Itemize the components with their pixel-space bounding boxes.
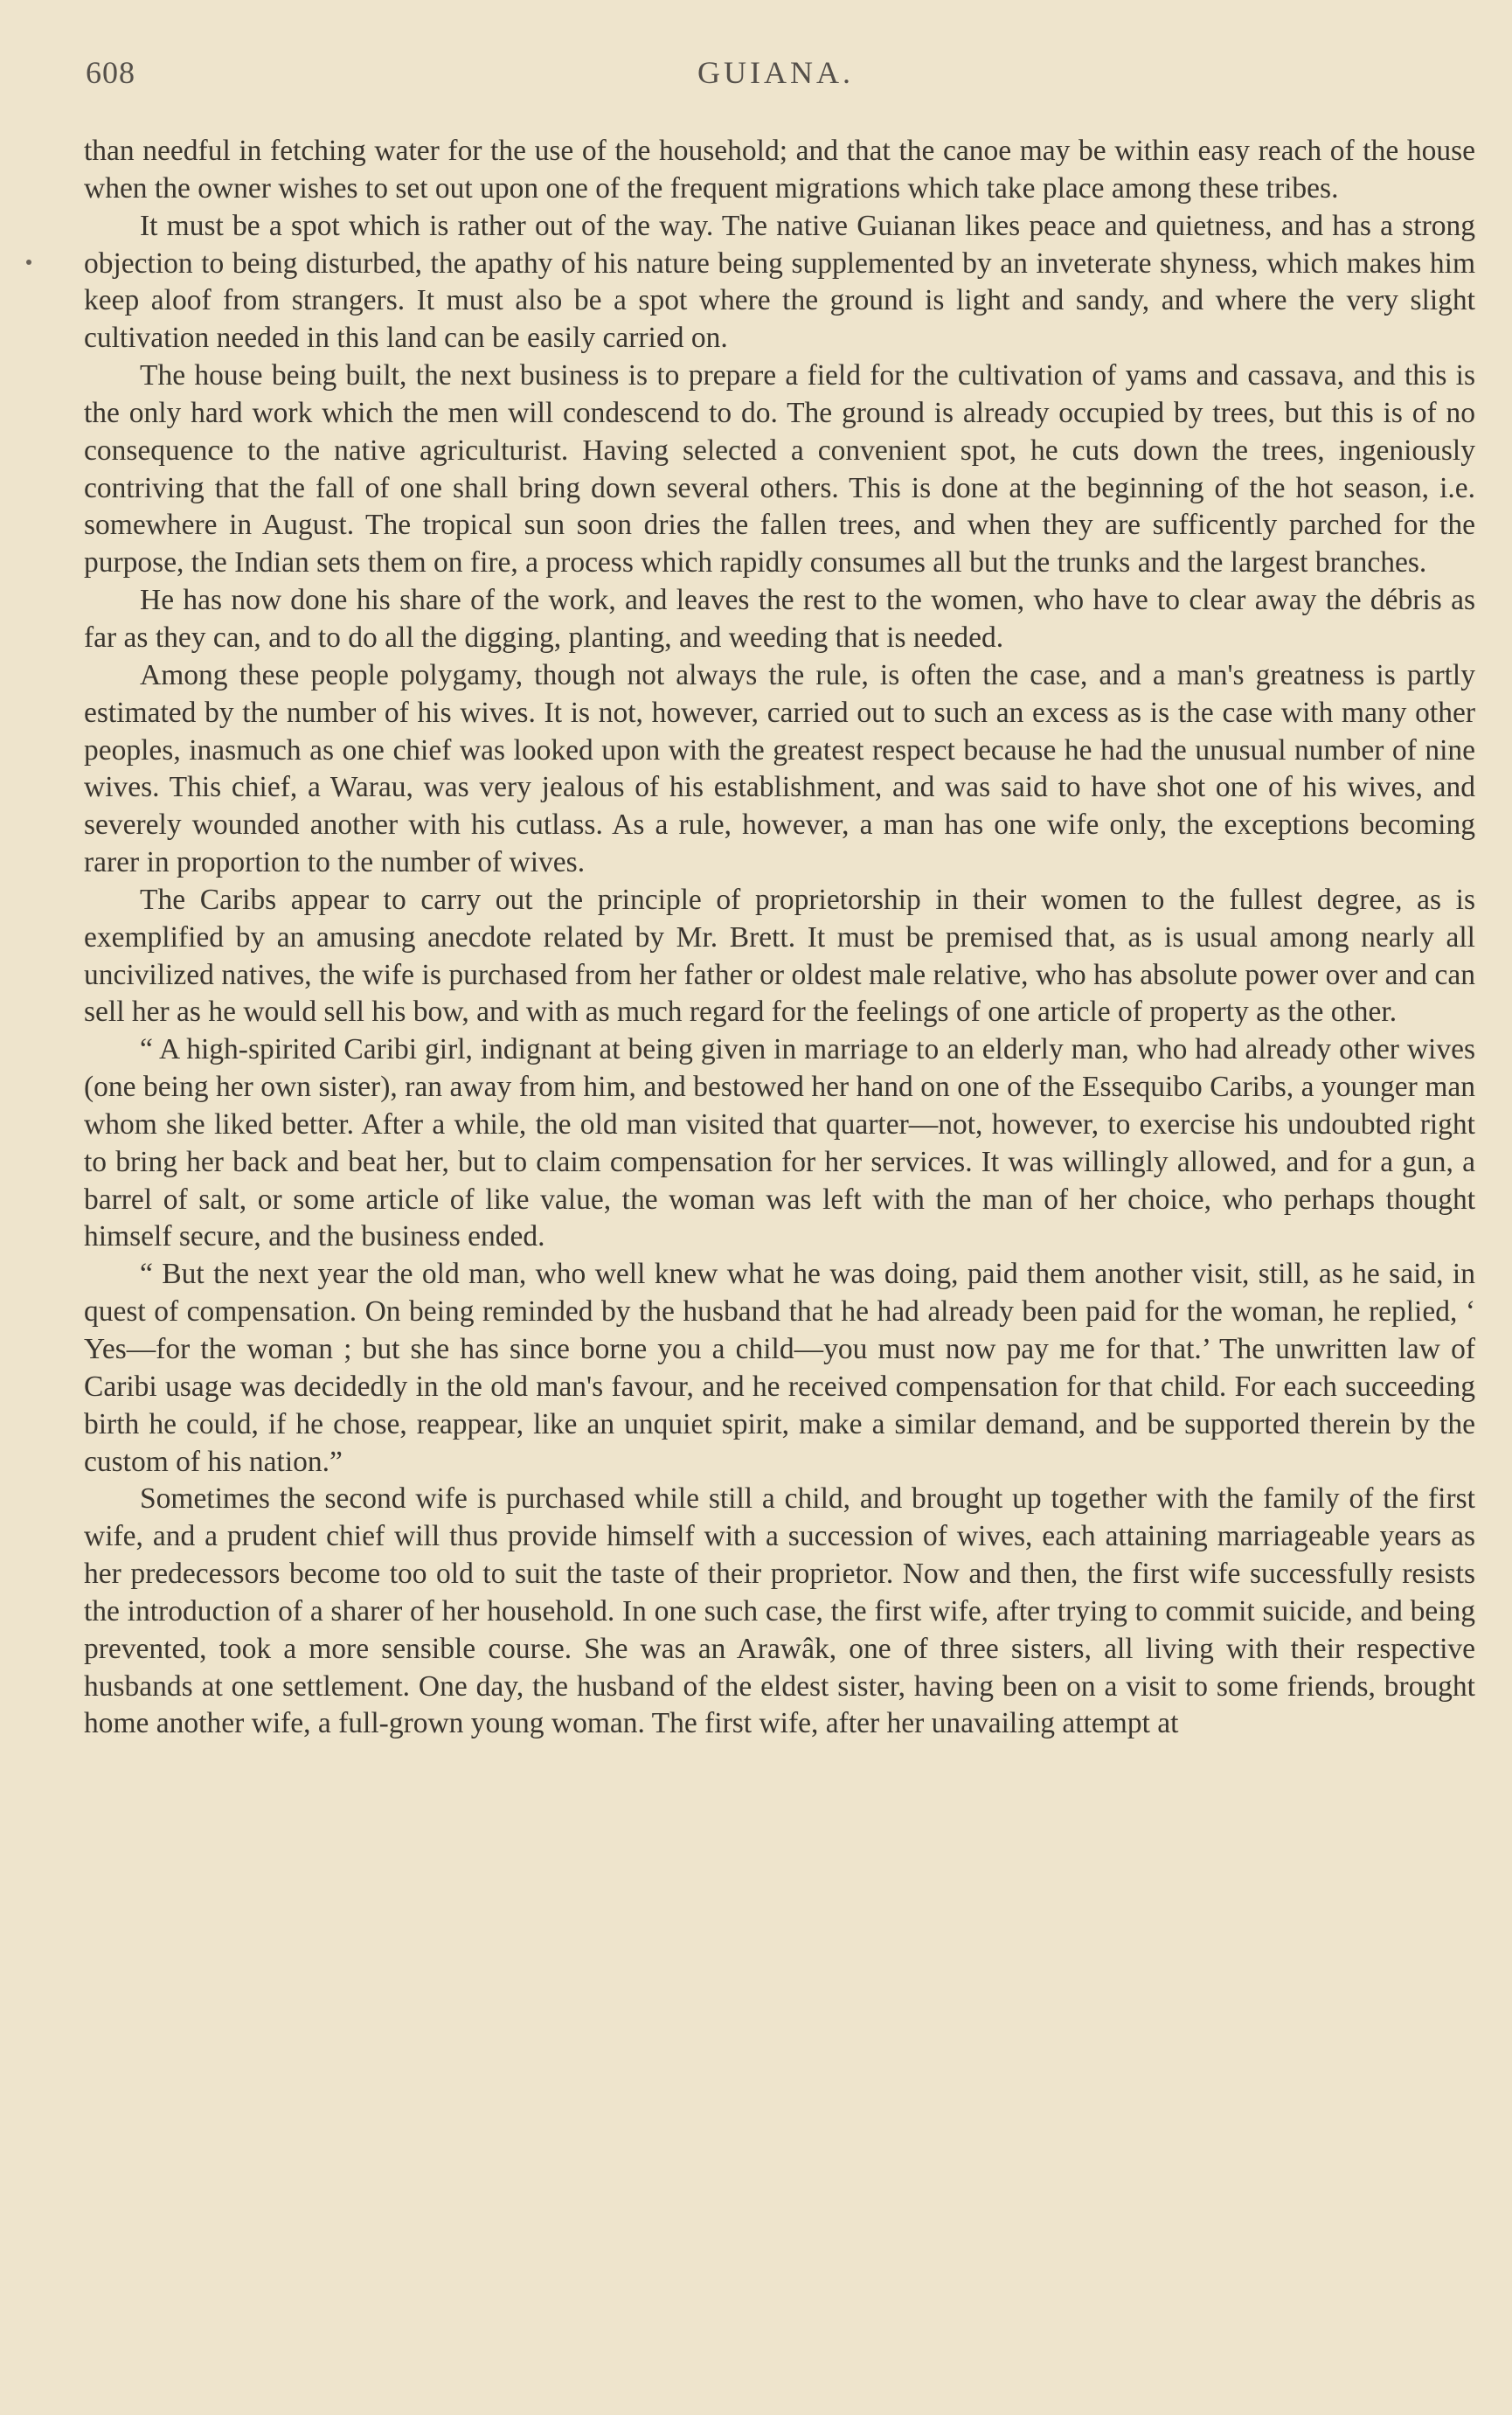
paragraph: “ But the next year the old man, who well knew what he was doing, paid them another visit, still, as he said, in quest of compensation. On being reminded by the husband that he had already been paid for the woman, he replied, ‘ Yes—for the woman ; but she has since borne you a child—you must now pay me for that.’ The unwritten law of Caribi usage was decidedly in the old man's favour, and he received compensation for that child. For each succeeding birth he could, if he chose, reappear, like an unquiet spirit, make a similar demand, and be supported therein by the custom of his nation.” xyxy=(84,1258,1475,1478)
paragraph: It must be a spot which is rather out of the way. The native Guianan likes peace and quietness, and has a strong objection to being disturbed, the apathy of his nature being supplemented by an inveterate shyness, which makes him keep aloof from strangers. It must also be a spot where the ground is light and sandy, and where the very slight cultivation needed in this land can be easily carried on. xyxy=(84,209,1475,355)
margin-mark xyxy=(26,260,31,265)
paragraph: He has now done his share of the work, and leaves the rest to the women, who have to clear away the débris as far as they can, and to do all the digging, planting, and weeding that is needed. xyxy=(84,584,1475,654)
body-text xyxy=(84,133,1475,1743)
paragraph: The Caribs appear to carry out the principle of proprietorship in their women to the fullest degree, as is exemplified by an amusing anecdote related by Mr. Brett. It must be premised that, as is usual among nearly all uncivilized natives, the wife is purchased from her father or oldest male relative, who has absolute power over and can sell her as he would sell his bow, and with as much regard for the feelings of one article of property as the other. xyxy=(84,883,1475,1029)
running-head xyxy=(86,54,1475,107)
paragraph: “ A high-spirited Caribi girl, indignant at being given in marriage to an elderly man, who had already other wives (one being her own sister), ran away from him, and bestowed her hand on one of the Essequibo Caribs, a younger man whom she liked better. After a while, the old man visited that quarter—not, however, to exercise his undoubted right to bring her back and beat her, but to claim compensation for her services. It was willingly allowed, and for a gun, a barrel of salt, or some article of like value, the woman was left with the man of her choice, who perhaps thought himself secure, and the business ended. xyxy=(84,1033,1475,1253)
paragraph: Sometimes the second wife is purchased while still a child, and brought up together with the family of the first wife, and a prudent chief will thus provide himself with a succession of wives, each attaining marriageable years as her predecessors become too old to suit the taste of their proprietor. Now and then, the first wife successfully resists the introduction of a sharer of her household. In one such case, the first wife, after trying to commit suicide, and being prevented, took a more sensible course. She was an Arawâk, one of three sisters, all living with their respective husbands at one settlement. One day, the husband of the eldest sister, having been on a visit to some friends, brought home another wife, a full-grown young woman. The first wife, after her unavailing attempt at xyxy=(84,1482,1475,1740)
paragraph: The house being built, the next business is to prepare a field for the cultivation of yams and cassava, and this is the only hard work which the men will condescend to do. The ground is already occupied by trees, but this is of no consequence to the native agriculturist. Having selected a convenient spot, he cuts down the trees, ingeniously contriving that the fall of one shall bring down several others. This is done at the beginning of the hot season, i.e. somewhere in August. The tropical sun soon dries the fallen trees, and when they are sufficently parched for the purpose, the Indian sets them on fire, a process which rapidly consumes all but the trunks and the largest branches. xyxy=(84,359,1475,579)
paragraph: than needful in fetching water for the use of the household; and that the canoe may be within easy reach of the house when the owner wishes to set out upon one of the frequent migrations which take place among these tribes. xyxy=(84,135,1475,205)
paragraph: Among these people polygamy, though not always the rule, is often the case, and a man's greatness is partly estimated by the number of his wives. It is not, however, carried out to such an excess as is the case with many other peoples, inasmuch as one chief was looked upon with the greatest respect because he had the unusual number of nine wives. This chief, a Warau, was very jealous of his establishment, and was said to have shot one of his wives, and severely wounded another with his cutlass. As a rule, however, a man has one wife only, the exceptions becoming rarer in proportion to the number of wives. xyxy=(84,658,1475,879)
running-title: GUIANA. xyxy=(697,55,854,90)
page-number: 608 xyxy=(86,55,135,90)
